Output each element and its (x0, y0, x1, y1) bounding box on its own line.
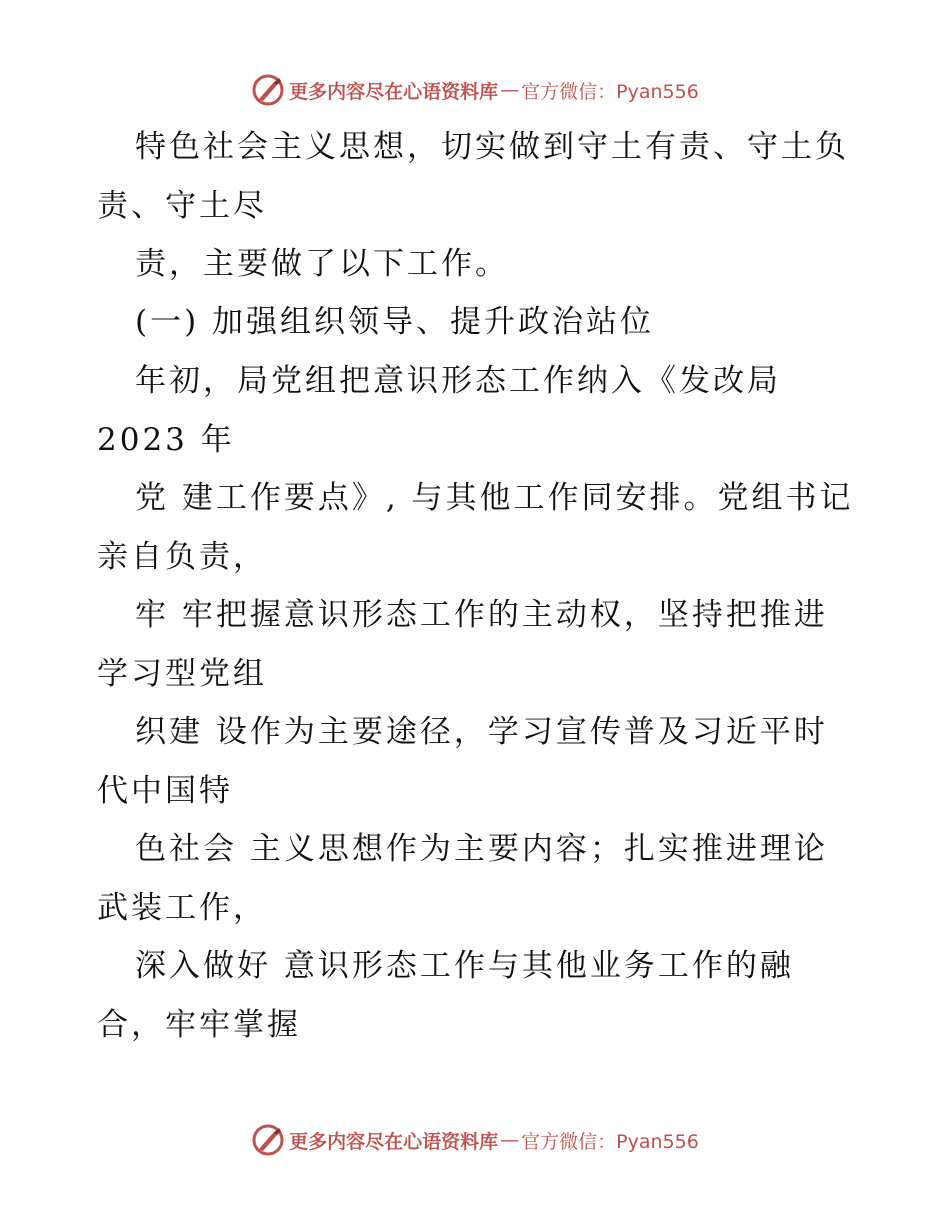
header-watermark (0, 70, 950, 110)
body-line: 色社会 主义思想作为主要内容；扎实推进理论 (135, 831, 828, 867)
body-line: 党 建工作要点》, 与其他工作同安排。党组书记 (135, 480, 854, 516)
watermark-separator: — (500, 1129, 520, 1151)
footer-watermark (0, 1120, 950, 1160)
body-line: 责、守土尽 (97, 188, 267, 224)
watermark-site-text: 更多内容尽在心语资料库 (289, 80, 499, 103)
body-line: 牢 牢把握意识形态工作的主动权，坚持把推进 (135, 597, 828, 633)
quill-logo-icon (251, 73, 285, 107)
body-line: 责，主要做了以下工作。 (135, 246, 509, 282)
watermark-wechat-text: 官方微信：Pyan556 (521, 1130, 699, 1153)
quill-logo-icon (251, 1123, 285, 1157)
watermark-wechat-text: 官方微信：Pyan556 (521, 80, 699, 103)
body-line: 合，牢牢掌握 (97, 1007, 301, 1043)
section-heading: (一) 加强组织领导、提升政治站位 (135, 304, 655, 340)
body-line: 2023 年 (97, 422, 235, 458)
body-line: 学习型党组 (97, 656, 267, 692)
body-line: 特色社会主义思想，切实做到守土有责、守土负 (135, 129, 849, 165)
body-line: 武装工作， (97, 890, 267, 926)
watermark-site-text: 更多内容尽在心语资料库 (289, 1130, 499, 1153)
body-line: 年初，局党组把意识形态工作纳入《发改局 (135, 363, 781, 399)
body-line: 代中国特 (97, 773, 233, 809)
body-line: 亲自负责， (97, 539, 267, 575)
body-line: 织建 设作为主要途径，学习宣传普及习近平时 (135, 714, 828, 750)
watermark-separator: — (500, 79, 520, 101)
body-line: 深入做好 意识形态工作与其他业务工作的融 (135, 948, 794, 984)
